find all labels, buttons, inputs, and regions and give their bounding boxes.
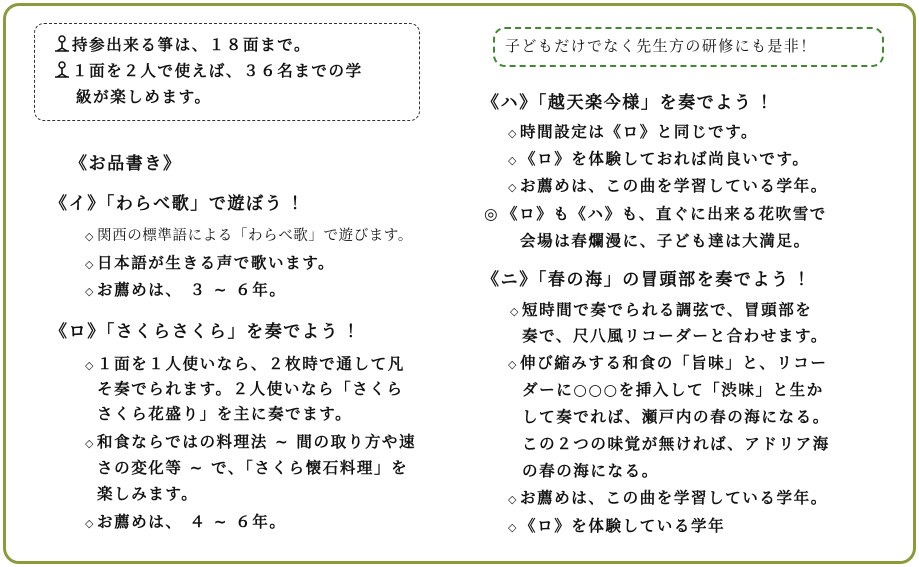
menu-title: 《お品書き》 [70, 154, 182, 174]
section-ro-bullet-3: ◇ お薦めは、 ４ ~ ６年。 [85, 512, 286, 534]
diamond-bullet: ◇ [508, 493, 519, 506]
diamond-bullet: ◇ [85, 230, 95, 243]
section-ni-bullet-2: ◇ 伸び縮みする和食の「旨味」と、リコー [508, 353, 828, 375]
teacher-note: 子どもだけでなく先生方の研修にも是非！ [505, 37, 817, 55]
section-ro-bullet-2-cont-2: 楽しみます。 [97, 485, 199, 503]
diamond-bullet: ◇ [508, 181, 519, 194]
diamond-bullet: ◇ [85, 359, 96, 372]
section-i-bullet-2: ◇ 日本語が生きる声で歌います。 [85, 253, 335, 275]
section-i-bullet-3: ◇ お薦めは、 ３ ~ ６年。 [85, 280, 286, 302]
diamond-bullet: ◇ [85, 437, 96, 450]
section-ni-bullet-2-cont-2: して奏でれば、瀬戸内の春の海になる。 [522, 408, 830, 426]
capacity-note-line-3: 級が楽しめます。 [76, 88, 212, 106]
diamond-bullet: ◇ [508, 521, 519, 534]
section-ni-bullet-1-cont: 奏で、尺八風リコーダーと合わせます。 [522, 327, 828, 345]
section-ro-bullet-1-cont-2: さくら花盛り」を主に奏でます。 [97, 405, 353, 423]
section-ni-bullet-1: ◇ 短時間で奏でられる調弦で、冒頭部を [510, 300, 812, 322]
section-ha-conclusion-cont: 会場は春爛漫に、子ども達は大満足。 [520, 232, 811, 250]
section-ro-bullet-2: ◇ 和食ならではの料理法 ~ 間の取り方や速 [85, 432, 416, 454]
section-ha-bullet-3: ◇ お薦めは、この曲を学習している学年。 [508, 176, 828, 198]
section-ni-bullet-3: ◇ お薦めは、この曲を学習している学年。 [508, 488, 828, 510]
section-ni-heading: 《ニ》「春の海」の冒頭部を奏でよう ！ [482, 270, 816, 290]
diamond-bullet: ◇ [508, 154, 519, 167]
section-ha-bullet-1: ◇ 時間設定は《ロ》と同じです。 [508, 122, 758, 144]
section-ni-bullet-4: ◇ 《ロ》を体験している学年 [508, 516, 725, 538]
section-ro-bullet-1-cont-1: そ奏でられます。２人使いなら「さくら [97, 380, 404, 398]
person-icon [52, 35, 72, 53]
diamond-bullet: ◇ [85, 517, 96, 530]
diamond-bullet: ◇ [510, 305, 521, 318]
section-ni-bullet-2-cont-1: ダーに○○○を挿入して「渋味」と生か [522, 381, 824, 399]
section-ha-heading: 《ハ》「越天楽今様」を奏でよう ！ [482, 93, 779, 113]
capacity-note-line-2: １面を２人で使えば、３６名までの学 [52, 61, 363, 81]
section-ro-bullet-1: ◇ １面を１人使いなら、２枚時で通して凡 [85, 354, 405, 376]
section-i-bullet-1: ◇ 関西の標準語による「わらべ歌」で遊びます。 [85, 226, 413, 247]
person-icon [52, 61, 72, 79]
diamond-bullet: ◇ [508, 358, 519, 371]
diamond-bullet: ◇ [85, 285, 96, 298]
double-circle-mark: ◎ [484, 205, 500, 223]
section-ha-bullet-2: ◇ 《ロ》を体験しておれば尚良いです。 [508, 149, 809, 171]
section-ni-bullet-2-cont-4: の春の海になる。 [522, 462, 659, 480]
diamond-bullet: ◇ [85, 258, 96, 271]
section-ro-bullet-2-cont-1: さの変化等 ~ で、「さくら懐石料理」を [97, 459, 409, 477]
section-ha-conclusion: ◎ 《ロ》も《ハ》も、直ぐに出来る花吹雪で [484, 205, 827, 223]
diamond-bullet: ◇ [508, 127, 519, 140]
section-ni-bullet-2-cont-3: この２つの味覚が無ければ、アドリア海 [522, 435, 830, 453]
capacity-note-line-1: 持参出来る箏は、１８面まで。 [52, 35, 311, 55]
section-ro-heading: 《ロ》「さくらさくら」を奏でよう ！ [50, 322, 366, 342]
section-i-heading: 《イ》「わらべ歌」で遊ぼう ！ [50, 194, 310, 214]
